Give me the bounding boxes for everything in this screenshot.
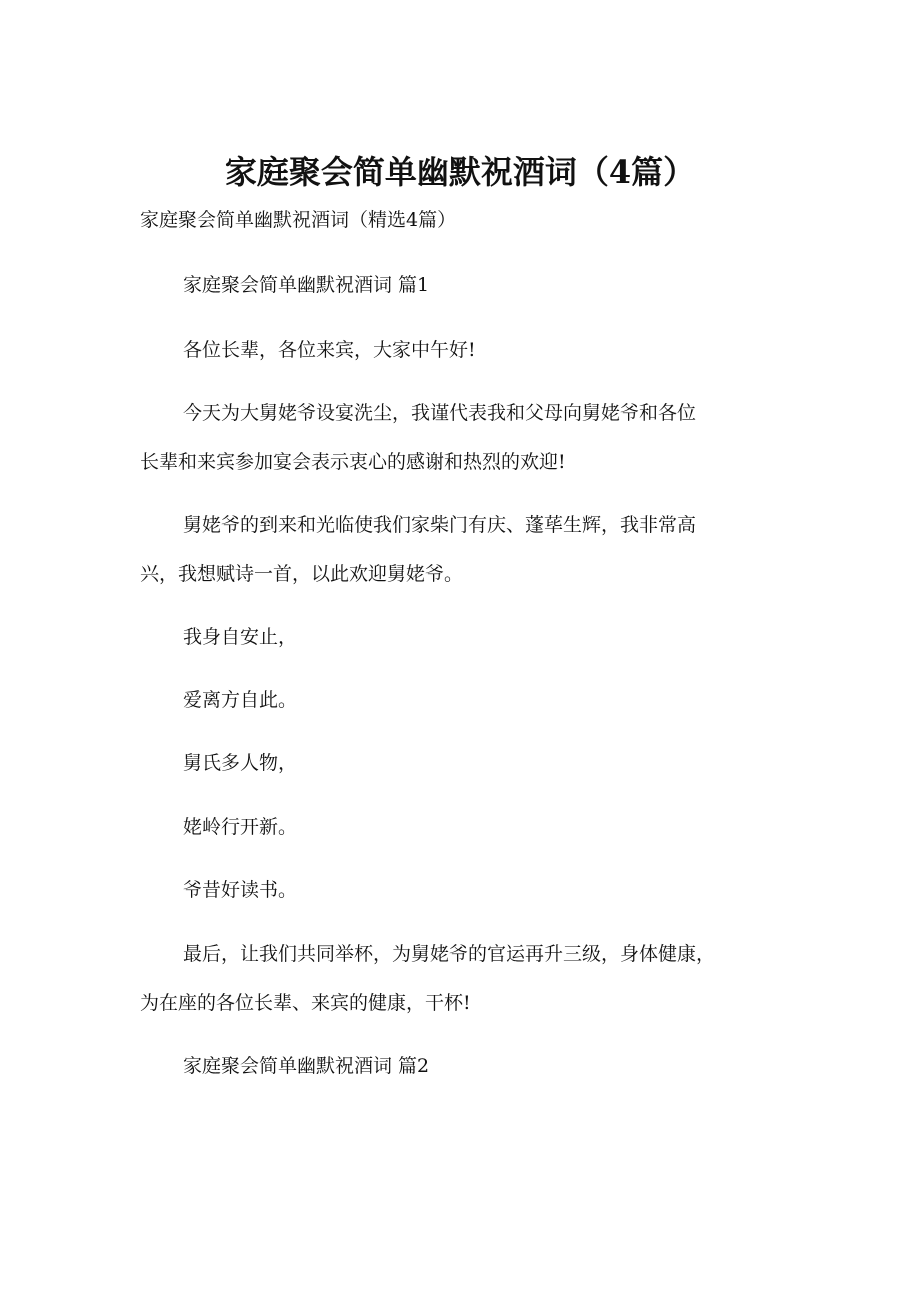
section-heading-1: 家庭聚会简单幽默祝酒词 篇1 <box>183 274 430 296</box>
poem-line-3: 舅氏多人物， <box>183 752 298 774</box>
document-subtitle: 家庭聚会简单幽默祝酒词（精选4篇） <box>140 209 457 231</box>
paragraph-1-line-1: 今天为大舅姥爷设宴洗尘，我谨代表我和父母向舅姥爷和各位 <box>183 402 697 424</box>
paragraph-3-line-2: 为在座的各位长辈、来宾的健康，干杯! <box>140 992 471 1014</box>
paragraph-2-line-1: 舅姥爷的到来和光临使我们家柴门有庆、蓬荜生辉，我非常高 <box>183 514 697 536</box>
poem-line-1: 我身自安止， <box>183 626 298 648</box>
greeting-line: 各位长辈，各位来宾，大家中午好! <box>183 339 476 361</box>
section-heading-2: 家庭聚会简单幽默祝酒词 篇2 <box>183 1055 430 1077</box>
paragraph-1-line-2: 长辈和来宾参加宴会表示衷心的感谢和热烈的欢迎! <box>140 451 566 473</box>
paragraph-2-line-2: 兴，我想赋诗一首，以此欢迎舅姥爷。 <box>140 563 464 585</box>
poem-line-5: 爷昔好读书。 <box>183 879 298 901</box>
paragraph-3-line-1: 最后，让我们共同举杯，为舅姥爷的官运再升三级，身体健康， <box>183 943 716 965</box>
poem-line-4: 姥岭行开新。 <box>183 816 298 838</box>
poem-line-2: 爱离方自此。 <box>183 689 298 711</box>
document-title: 家庭聚会简单幽默祝酒词（4篇） <box>224 153 696 191</box>
